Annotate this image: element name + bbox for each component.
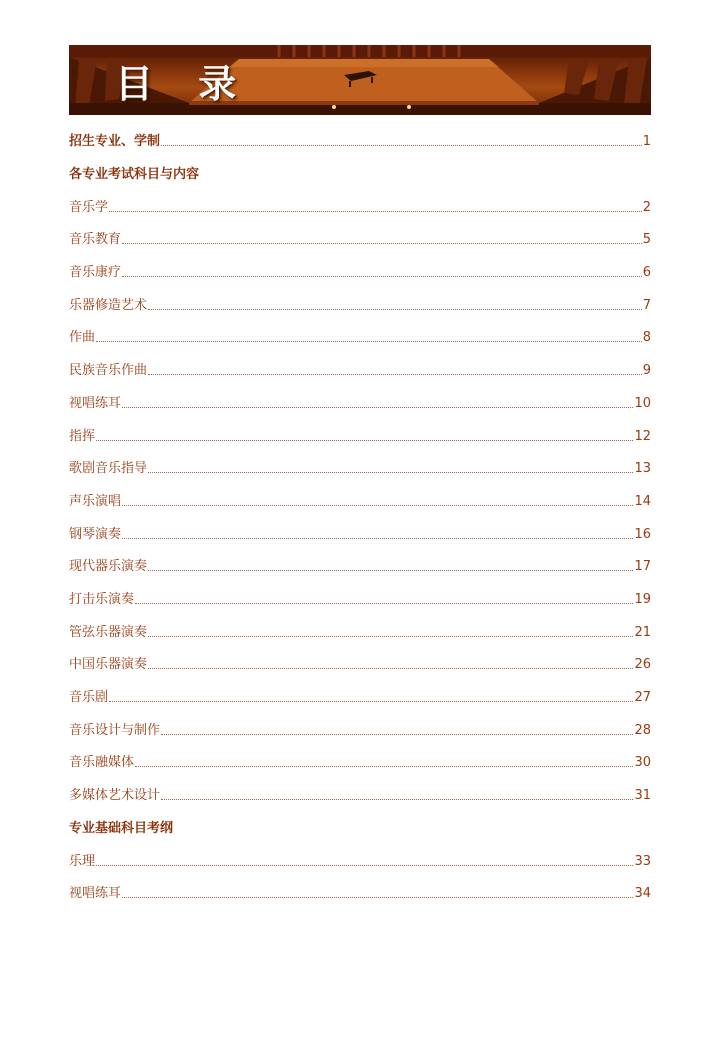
toc-entry-page: 1	[642, 134, 651, 149]
dot-leader	[122, 406, 633, 408]
toc-entry[interactable]	[69, 326, 651, 346]
toc-entry-page: 19	[634, 591, 651, 607]
toc-entry-page: 13	[634, 461, 651, 477]
dot-leader	[109, 210, 642, 212]
dot-leader	[135, 602, 633, 604]
toc-entry-page: 28	[634, 722, 651, 738]
toc-entry-label: 乐器修造艺术	[69, 297, 148, 313]
toc-entry-page: 26	[634, 657, 651, 673]
toc-entry-label: 作曲	[69, 330, 96, 346]
dot-leader	[96, 340, 642, 342]
toc-entry-label: 中国乐器演奏	[69, 657, 148, 673]
table-of-contents	[69, 130, 651, 902]
toc-entry-page: 9	[642, 363, 651, 379]
toc-entry[interactable]	[69, 457, 651, 477]
dot-leader	[161, 144, 642, 146]
section-heading-exam-content: 各专业考试科目与内容	[69, 167, 200, 182]
toc-entry[interactable]	[69, 555, 651, 575]
dot-leader	[122, 275, 642, 277]
toc-entry-page: 14	[634, 493, 651, 509]
toc-entry-label: 歌剧音乐指导	[69, 461, 148, 477]
toc-entry[interactable]	[69, 228, 651, 248]
toc-entry-admission[interactable]	[69, 130, 651, 150]
toc-entry-label: 音乐教育	[69, 232, 122, 248]
toc-entry[interactable]	[69, 588, 651, 608]
toc-entry-page: 30	[634, 755, 651, 771]
toc-entry-page: 27	[634, 690, 651, 705]
toc-entry[interactable]	[69, 359, 651, 379]
toc-entry-page: 31	[634, 788, 651, 804]
toc-entry-label: 现代器乐演奏	[69, 559, 148, 575]
toc-entry-page: 17	[634, 559, 651, 575]
dot-leader	[122, 896, 633, 898]
dot-leader	[148, 569, 633, 571]
toc-entry-page: 33	[634, 853, 651, 869]
dot-leader	[148, 667, 633, 669]
toc-entry-label: 打击乐演奏	[69, 591, 135, 607]
toc-entry-label: 视唱练耳	[69, 886, 122, 902]
dot-leader	[122, 537, 633, 539]
dot-leader	[96, 439, 633, 441]
dot-leader	[161, 798, 633, 800]
toc-entry-label: 管弦乐器演奏	[69, 624, 148, 640]
dot-leader	[148, 308, 642, 310]
toc-entry-label: 多媒体艺术设计	[69, 788, 161, 804]
toc-entry-page: 16	[634, 526, 651, 542]
toc-entry-page: 21	[634, 624, 651, 640]
toc-entry-page: 7	[642, 297, 651, 313]
dot-leader	[96, 864, 633, 866]
toc-entry-label: 视唱练耳	[69, 395, 122, 411]
toc-entry[interactable]	[69, 882, 651, 902]
dot-leader	[122, 242, 642, 244]
dot-leader	[135, 765, 633, 767]
toc-entry-label: 音乐设计与制作	[69, 722, 161, 738]
toc-entry[interactable]	[69, 490, 651, 510]
section-heading-basic-syllabus: 专业基础科目考纲	[69, 821, 174, 837]
toc-entry-label: 民族音乐作曲	[69, 363, 148, 379]
toc-entry-page: 8	[642, 330, 651, 346]
toc-entry[interactable]	[69, 621, 651, 641]
toc-entry-page: 6	[642, 265, 651, 281]
toc-entry[interactable]	[69, 294, 651, 314]
toc-entry-label: 音乐融媒体	[69, 755, 135, 771]
toc-entry[interactable]	[69, 425, 651, 445]
toc-entry-label: 音乐康疗	[69, 265, 122, 281]
dot-leader	[161, 733, 633, 735]
toc-entry-page: 5	[642, 232, 651, 248]
toc-entry[interactable]	[69, 392, 651, 412]
dot-leader	[148, 373, 642, 375]
toc-entry-page: 2	[642, 199, 651, 215]
toc-entry-page: 10	[634, 395, 651, 411]
toc-entry-label: 声乐演唱	[69, 493, 122, 509]
toc-entry-label: 音乐剧	[69, 690, 109, 705]
toc-entry[interactable]	[69, 719, 651, 739]
dot-leader	[148, 471, 633, 473]
page-title: 目 录	[115, 62, 253, 106]
toc-entry[interactable]	[69, 196, 651, 216]
toc-entry-label: 钢琴演奏	[69, 526, 122, 542]
toc-entry-page: 34	[634, 886, 651, 902]
dot-leader	[109, 700, 633, 702]
toc-entry[interactable]	[69, 751, 651, 771]
toc-entry-label: 招生专业、学制	[69, 134, 161, 149]
dot-leader	[148, 635, 633, 637]
toc-entry[interactable]	[69, 850, 651, 870]
toc-entry[interactable]	[69, 686, 651, 706]
header-banner	[69, 45, 651, 115]
toc-entry-label: 乐理	[69, 853, 96, 869]
toc-entry[interactable]	[69, 653, 651, 673]
toc-entry-label: 指挥	[69, 428, 96, 444]
dot-leader	[122, 504, 633, 506]
toc-entry-page: 12	[634, 428, 651, 444]
toc-entry-label: 音乐学	[69, 199, 109, 215]
toc-entry[interactable]	[69, 261, 651, 281]
toc-entry[interactable]	[69, 784, 651, 804]
toc-entry[interactable]	[69, 523, 651, 543]
